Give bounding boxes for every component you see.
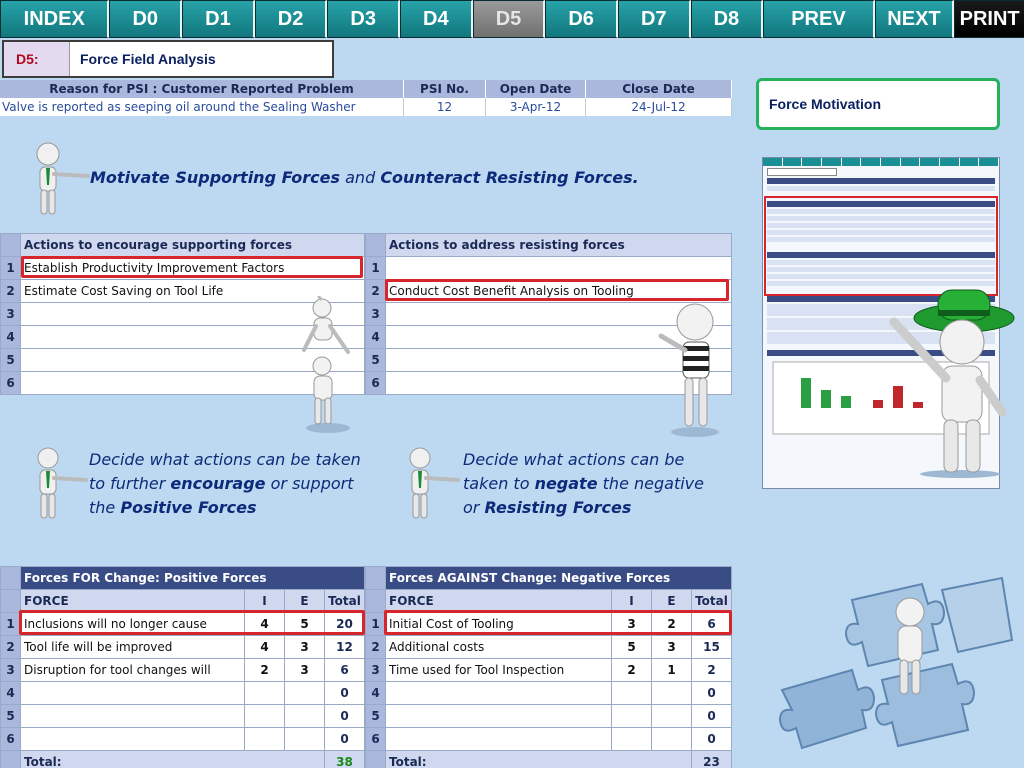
table-row[interactable] <box>366 728 732 751</box>
thumb-bar <box>821 390 831 408</box>
row-number: 6 <box>366 372 386 395</box>
thumb-highlight <box>764 196 998 296</box>
psi-header: PSI No. <box>404 80 486 98</box>
nav-d8-button[interactable]: D8 <box>691 0 764 38</box>
i-cell[interactable] <box>612 705 652 728</box>
e-cell[interactable] <box>285 705 325 728</box>
row-number: 6 <box>1 372 21 395</box>
force-cell[interactable] <box>386 682 612 705</box>
grand-total: 23 <box>692 751 732 768</box>
force-cell[interactable] <box>386 728 612 751</box>
total-cell: 2 <box>692 659 732 682</box>
e-cell[interactable] <box>652 728 692 751</box>
e-cell[interactable]: 1 <box>652 659 692 682</box>
green-hat-figure-icon <box>876 282 1022 478</box>
row-number: 2 <box>366 280 386 303</box>
nav-d2-button[interactable]: D2 <box>255 0 328 38</box>
e-cell[interactable] <box>285 728 325 751</box>
presenter-left-icon <box>32 446 88 524</box>
row-number: 4 <box>1 682 21 705</box>
nav-d0-button[interactable]: D0 <box>109 0 182 38</box>
col-force: FORCE <box>386 590 612 613</box>
e-cell[interactable]: 5 <box>285 613 325 636</box>
table-row[interactable] <box>366 257 732 280</box>
total-cell: 0 <box>325 728 365 751</box>
i-cell[interactable]: 4 <box>245 613 285 636</box>
section-label <box>2 40 334 78</box>
nav-print-button[interactable]: PRINT <box>954 0 1024 38</box>
table-row[interactable] <box>1 728 365 751</box>
row-number: 4 <box>366 326 386 349</box>
col-force: FORCE <box>21 590 245 613</box>
row-number: 1 <box>366 257 386 280</box>
total-label: Total: <box>386 751 692 768</box>
nav-d3-button[interactable]: D3 <box>327 0 400 38</box>
nav-next-button[interactable]: NEXT <box>875 0 955 38</box>
decide-positive-text <box>89 448 361 520</box>
total-cell: 6 <box>692 613 732 636</box>
close-date-value[interactable]: 24-Jul-12 <box>586 98 732 116</box>
e-cell[interactable] <box>652 682 692 705</box>
i-cell[interactable] <box>245 682 285 705</box>
col-e: E <box>652 590 692 613</box>
row-number-header <box>366 567 386 590</box>
col-total: Total <box>325 590 365 613</box>
col-i: I <box>245 590 285 613</box>
row-number-header <box>366 234 386 257</box>
e-cell[interactable]: 3 <box>285 659 325 682</box>
table-row[interactable] <box>1 705 365 728</box>
row-number: 5 <box>366 349 386 372</box>
row-number: 4 <box>366 682 386 705</box>
total-cell: 0 <box>692 705 732 728</box>
force-motivation-box: Force Motivation <box>756 78 1000 130</box>
open-date-header: Open Date <box>486 80 586 98</box>
force-cell[interactable]: Time used for Tool Inspection <box>386 659 612 682</box>
section-code: D5: <box>4 42 70 76</box>
thumb-bar <box>801 378 811 408</box>
row-number: 3 <box>1 303 21 326</box>
row-number: 2 <box>366 636 386 659</box>
row-number: 2 <box>1 280 21 303</box>
i-cell[interactable] <box>245 728 285 751</box>
action-cell[interactable]: Establish Productivity Improvement Factors <box>21 257 365 280</box>
total-cell: 0 <box>692 728 732 751</box>
row-number: 1 <box>1 257 21 280</box>
action-cell[interactable]: Estimate Cost Saving on Tool Life <box>21 280 365 303</box>
close-date-header: Close Date <box>586 80 732 98</box>
i-cell[interactable]: 4 <box>245 636 285 659</box>
e-cell[interactable] <box>652 705 692 728</box>
row-number: 4 <box>1 326 21 349</box>
force-cell[interactable] <box>21 705 245 728</box>
decide-left-line2: to further encourage or support <box>89 474 354 493</box>
total-cell: 12 <box>325 636 365 659</box>
e-cell[interactable]: 3 <box>652 636 692 659</box>
thumb-header <box>767 178 995 184</box>
lifting-figures-icon <box>292 296 362 436</box>
table-row[interactable] <box>366 682 732 705</box>
e-cell[interactable] <box>285 682 325 705</box>
row-number: 1 <box>366 613 386 636</box>
row-number: 1 <box>1 613 21 636</box>
row-number-header <box>1 567 21 590</box>
i-cell[interactable]: 3 <box>612 613 652 636</box>
thumb-nav <box>763 158 999 166</box>
forces-against-header: Forces AGAINST Change: Negative Forces <box>386 567 732 590</box>
row-number-header <box>1 751 21 768</box>
decide-negative-text <box>463 448 704 520</box>
i-cell[interactable]: 2 <box>245 659 285 682</box>
row-number-header <box>1 590 21 613</box>
force-cell[interactable] <box>386 705 612 728</box>
reason-header: Reason for PSI : Customer Reported Problem <box>0 80 404 98</box>
nav-prev-button[interactable]: PREV <box>763 0 874 38</box>
grand-total: 38 <box>325 751 365 768</box>
col-i: I <box>612 590 652 613</box>
decide-right-line2: taken to negate the negative <box>463 474 704 493</box>
decide-left-line3: the Positive Forces <box>89 498 257 517</box>
nav-d7-button[interactable]: D7 <box>618 0 691 38</box>
force-cell[interactable] <box>21 728 245 751</box>
thumb-row <box>767 186 995 191</box>
decide-left-line1: Decide what actions can be taken <box>89 450 361 469</box>
forces-for-header: Forces FOR Change: Positive Forces <box>21 567 365 590</box>
decide-right-line1: Decide what actions can be <box>463 450 685 469</box>
decide-right-line3: or Resisting Forces <box>463 498 632 517</box>
table-row[interactable] <box>1 682 365 705</box>
referee-figure-icon <box>655 300 735 440</box>
table-row[interactable] <box>1 257 365 280</box>
i-cell[interactable]: 2 <box>612 659 652 682</box>
open-date-value[interactable]: 3-Apr-12 <box>486 98 586 116</box>
force-cell[interactable]: Disruption for tool changes will <box>21 659 245 682</box>
total-cell: 0 <box>692 682 732 705</box>
table-row[interactable] <box>366 613 732 636</box>
motivate-and: and <box>340 168 381 187</box>
table-row[interactable] <box>366 636 732 659</box>
motivate-part2: Counteract Resisting Forces. <box>380 168 639 187</box>
top-nav <box>0 0 1024 38</box>
total-cell: 15 <box>692 636 732 659</box>
row-number: 3 <box>366 659 386 682</box>
psi-value[interactable]: 12 <box>404 98 486 116</box>
total-cell: 6 <box>325 659 365 682</box>
total-cell: 0 <box>325 705 365 728</box>
table-row[interactable] <box>366 659 732 682</box>
row-number: 6 <box>366 728 386 751</box>
table-row[interactable] <box>1 613 365 636</box>
action-cell[interactable]: Conduct Cost Benefit Analysis on Tooling <box>386 280 732 303</box>
row-number: 3 <box>1 659 21 682</box>
presenter-figure-icon <box>30 140 92 220</box>
nav-d1-button[interactable]: D1 <box>182 0 255 38</box>
e-cell[interactable]: 3 <box>285 636 325 659</box>
force-cell[interactable]: Initial Cost of Tooling <box>386 613 612 636</box>
thumb-bar <box>841 396 851 408</box>
row-number-header <box>366 590 386 613</box>
total-cell: 0 <box>325 682 365 705</box>
i-cell[interactable] <box>245 705 285 728</box>
row-number-header <box>1 234 21 257</box>
forces-against-table <box>365 566 732 768</box>
i-cell[interactable]: 5 <box>612 636 652 659</box>
table-row[interactable] <box>366 705 732 728</box>
motivate-statement <box>90 168 639 187</box>
total-cell: 20 <box>325 613 365 636</box>
thumb-section <box>767 168 837 176</box>
force-cell[interactable]: Tool life will be improved <box>21 636 245 659</box>
force-cell[interactable]: Inclusions will no longer cause <box>21 613 245 636</box>
row-number: 3 <box>366 303 386 326</box>
table-row[interactable] <box>1 659 365 682</box>
col-e: E <box>285 590 325 613</box>
psi-info-table <box>0 80 732 116</box>
row-number: 2 <box>1 636 21 659</box>
nav-d4-button[interactable]: D4 <box>400 0 473 38</box>
nav-d5-button[interactable]: D5 <box>473 0 546 38</box>
nav-index-button[interactable]: INDEX <box>0 0 109 38</box>
forces-for-table <box>0 566 365 768</box>
presenter-right-icon <box>404 446 460 524</box>
section-title: Force Field Analysis <box>80 51 216 67</box>
motivate-part1: Motivate Supporting Forces <box>90 168 341 187</box>
force-cell[interactable]: Additional costs <box>386 636 612 659</box>
action-cell[interactable] <box>386 257 732 280</box>
table-row[interactable] <box>1 636 365 659</box>
actions-resist-header: Actions to address resisting forces <box>386 234 732 257</box>
col-total: Total <box>692 590 732 613</box>
row-number: 5 <box>366 705 386 728</box>
puzzle-pieces-icon <box>762 570 1022 766</box>
i-cell[interactable] <box>612 728 652 751</box>
i-cell[interactable] <box>612 682 652 705</box>
row-number: 5 <box>1 705 21 728</box>
total-label: Total: <box>21 751 325 768</box>
actions-support-header: Actions to encourage supporting forces <box>21 234 365 257</box>
row-number: 6 <box>1 728 21 751</box>
row-number: 5 <box>1 349 21 372</box>
reason-value[interactable]: Valve is reported as seeping oil around the Sealing Washer <box>0 98 404 116</box>
force-cell[interactable] <box>21 682 245 705</box>
nav-d6-button[interactable]: D6 <box>545 0 618 38</box>
e-cell[interactable]: 2 <box>652 613 692 636</box>
row-number-header <box>366 751 386 768</box>
